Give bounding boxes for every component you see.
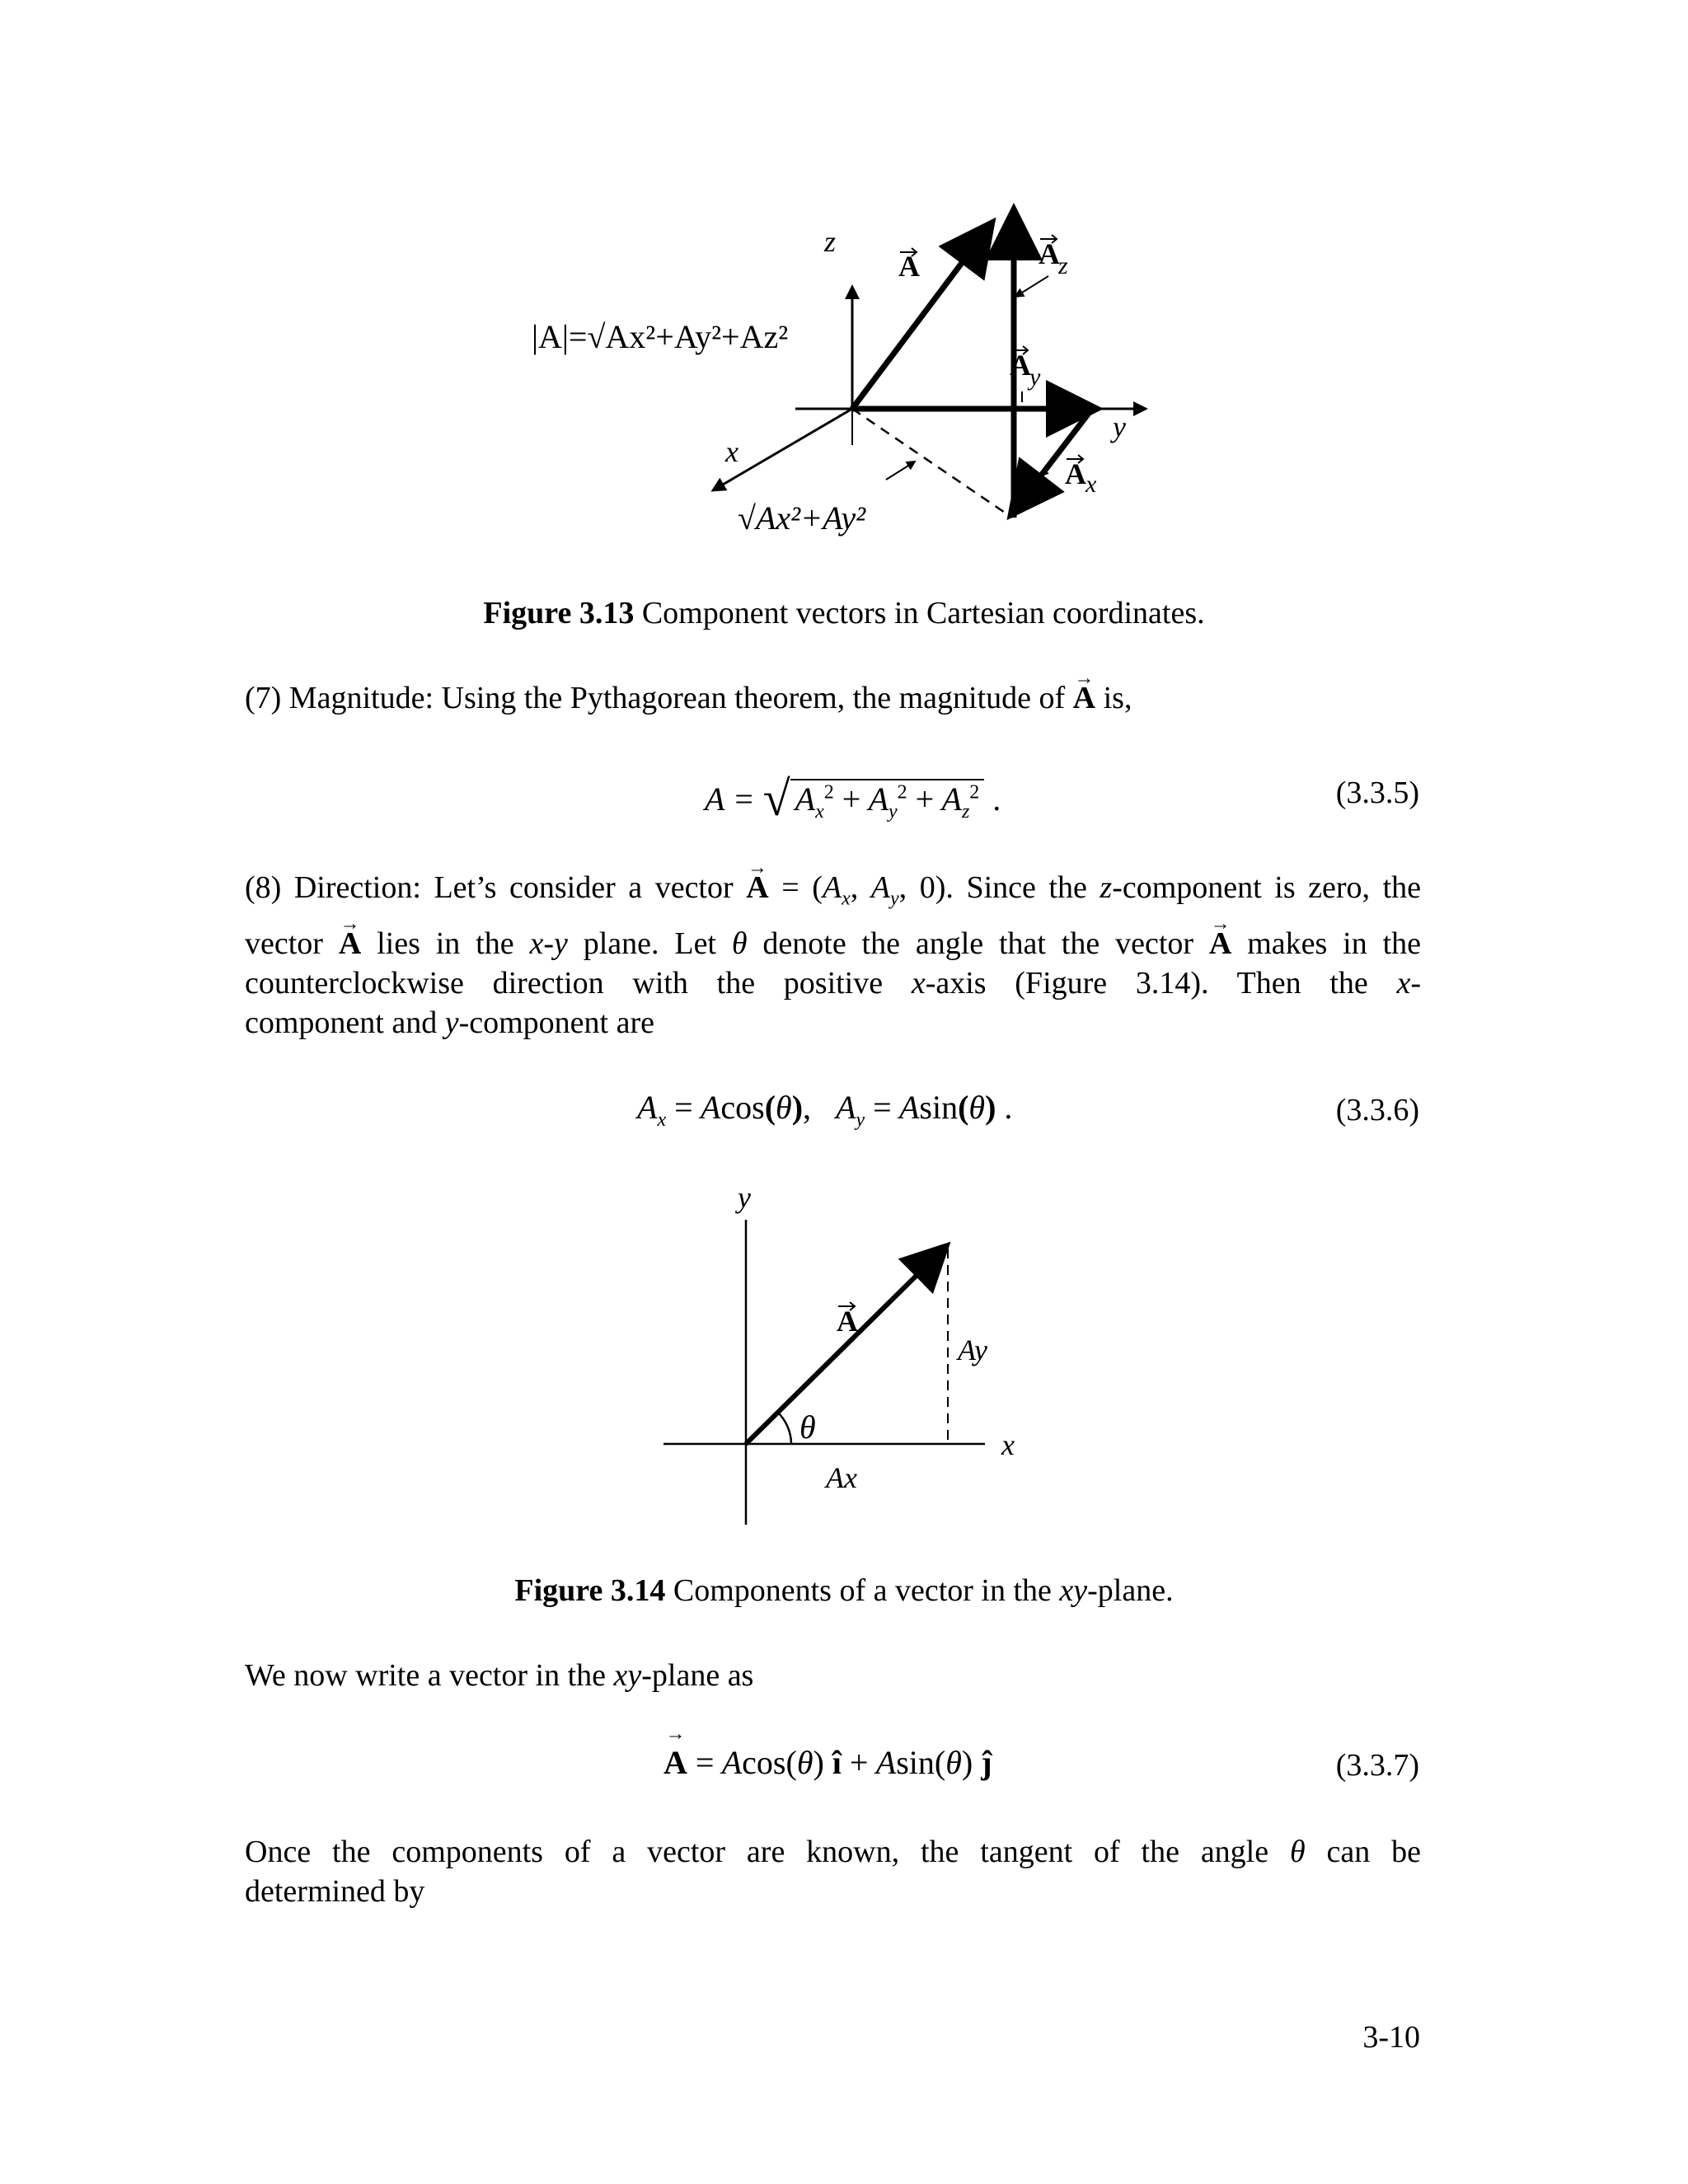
para8-line2-e: makes in the	[1247, 926, 1421, 961]
para8-line1-b: . Since the	[945, 870, 1087, 905]
pointer-Az	[1015, 276, 1048, 297]
label-vec-Ay: A	[1010, 349, 1031, 382]
para7-vector: → A	[1073, 677, 1095, 719]
eq336-number: (3.3.6)	[1335, 1093, 1419, 1127]
paragraph-9: We now write a vector in the xy-plane as	[245, 1658, 754, 1693]
paragraph-8-line-1: (8) Direction: Let’s consider a vector → $A = (A_x$, $A_y$, 0). Since the z-component is zero, the	[245, 867, 1421, 920]
para10-line1: Once the components of a vector are known, the tangent of the angle	[245, 1835, 1269, 1869]
figure-magnitude-formula	[532, 317, 788, 356]
fig2-label-Ay: Ay	[958, 1333, 987, 1366]
figure-3-14-caption: Figure 3.14 Components of a vector in the xy-plane.	[514, 1573, 1174, 1608]
label-z: z	[824, 225, 837, 258]
fig2-label-A: A	[837, 1305, 858, 1338]
eq337-number: (3.3.7)	[1335, 1748, 1419, 1783]
para8-line1-a: (8) Direction: Let’s consider a vector	[245, 870, 734, 905]
label-vec-Ax: A	[1065, 457, 1086, 490]
xy-formula-text: √Ax²+Ay²	[738, 499, 866, 537]
fig2-label-theta: θ	[799, 1408, 816, 1446]
fig2-angle-arc	[777, 1412, 791, 1444]
eq335-number: (3.3.5)	[1335, 776, 1419, 810]
para8-line2-d: denote the angle that the vector	[762, 926, 1194, 961]
equation-3-3-7: → A = Acos(θ) î + Asin(θ) ĵ	[663, 1743, 992, 1782]
para8-line3-b: -axis (Figure 3.14). Then the	[925, 966, 1368, 1001]
para7-tail: is,	[1103, 681, 1132, 715]
caption2-tail: -plane.	[1087, 1573, 1174, 1608]
vector-A	[852, 227, 989, 409]
fig2-label-x: x	[1001, 1428, 1015, 1461]
para7-text: (7) Magnitude: Using the Pythagorean theorem, the magnitude of	[245, 681, 1066, 715]
label-vec-Az-sub: z	[1058, 252, 1068, 279]
para9-tail: -plane as	[641, 1658, 754, 1693]
para8-line1-c: -component is zero, the	[1112, 870, 1422, 905]
para8-line4-b: -component are	[458, 1005, 654, 1040]
paragraph-10-line-1: Once the components of a vector are known, the tangent of the angle θ can be	[245, 1835, 1421, 1869]
paragraph-8-line-2: vector → A lies in the x-y plane. Let θ denote the angle that the vector → A makes in the	[245, 923, 1421, 964]
projection-dashed	[852, 409, 1012, 518]
figure-3-14	[651, 1187, 1047, 1549]
fig2-label-y: y	[738, 1187, 751, 1214]
figure-3-13-caption	[0, 595, 1688, 631]
magnitude-formula-text: |A|=√Ax²+Ay²+Az²	[532, 318, 789, 355]
fig2-label-Ax: Ax	[826, 1461, 857, 1494]
equation-3-3-6: $A_x = Acos(\theta)$, $A_y = Asin(\theta)$ .	[637, 1089, 1013, 1131]
para9-text: We now write a vector in the	[245, 1658, 607, 1693]
equation-3-3-5: A = √ $A_x^2 + A_y^2 + A_z^2$ .	[705, 771, 1001, 826]
label-y: y	[1113, 410, 1126, 443]
label-vec-A: A	[898, 250, 920, 283]
para8-line3-c: -	[1410, 966, 1422, 1001]
pointer-xy	[886, 462, 915, 480]
para8-line2-a: vector	[245, 926, 323, 961]
label-vec-Ax-sub: x	[1085, 471, 1097, 498]
para8-line2-c: plane. Let	[583, 926, 716, 961]
figure-xy-formula	[738, 499, 865, 537]
caption-label: Figure 3.13	[483, 596, 635, 630]
para10-line2: determined by	[245, 1874, 425, 1909]
caption-text: Component vectors in Cartesian coordinates.	[634, 596, 1205, 630]
paragraph-10-line-2	[245, 1871, 1421, 1912]
caption2-text: Components of a vector in the	[665, 1573, 1052, 1608]
para8-line4-a: component and	[245, 1005, 438, 1040]
paragraph-8-line-3: counterclockwise direction with the positive x-axis (Figure 3.14). Then the x-	[245, 966, 1422, 1001]
paragraph-8-line-4: component and y-component are	[245, 1005, 654, 1040]
fig2-vector-A	[746, 1249, 944, 1444]
para8-line2-b: lies in the	[377, 926, 514, 961]
para10-line1-tail: can be	[1326, 1835, 1421, 1869]
eq335-lhs: A =	[705, 780, 755, 818]
page-number: 3-10	[1362, 2020, 1420, 2055]
para8-line3: counterclockwise direction with the positive	[245, 966, 884, 1001]
paragraph-7	[245, 677, 1421, 719]
label-x: x	[725, 435, 738, 468]
label-vec-Ay-sub: y	[1029, 363, 1041, 391]
label-vec-Az: A	[1039, 237, 1060, 270]
caption2-label: Figure 3.14	[514, 1573, 666, 1608]
